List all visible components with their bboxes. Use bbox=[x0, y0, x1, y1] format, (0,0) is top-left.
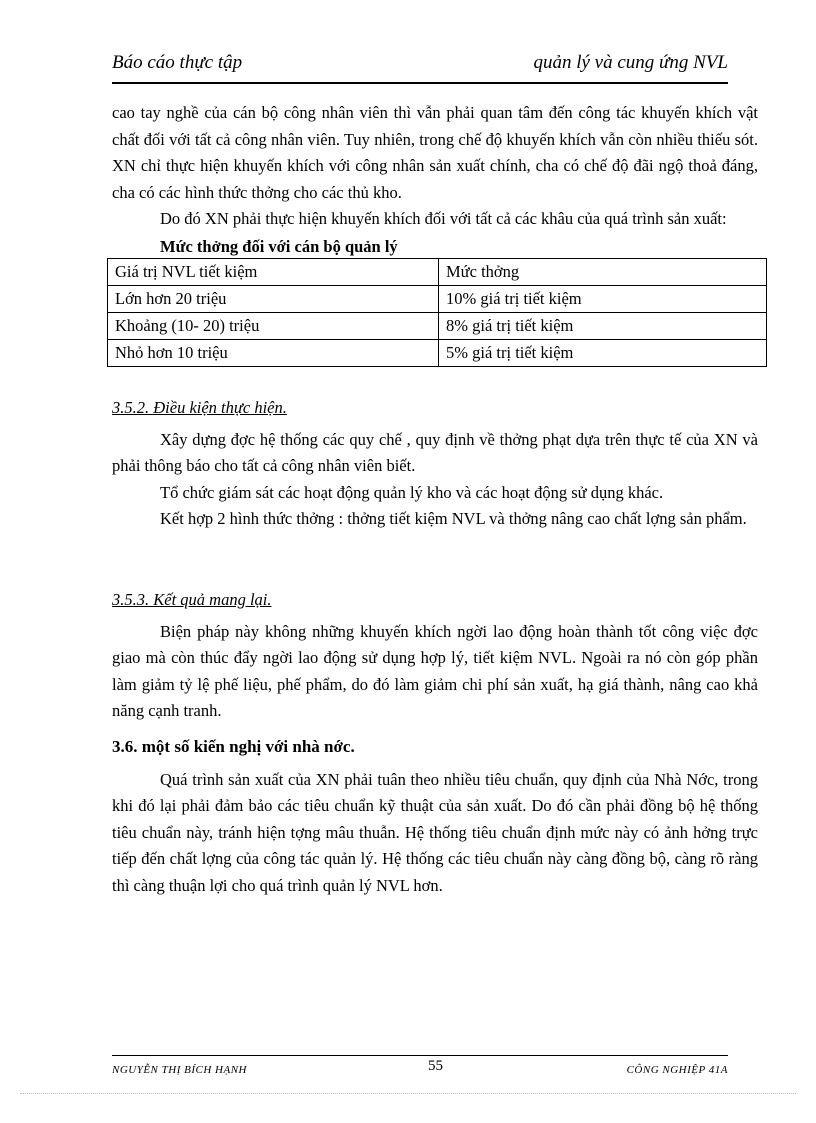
document-body bbox=[112, 100, 758, 899]
reward-table bbox=[107, 258, 767, 367]
table-cell: 8% giá trị tiết kiệm bbox=[439, 312, 767, 339]
page-header bbox=[112, 48, 728, 84]
intro-paragraph: cao tay nghề của cán bộ công nhân viên thì vẫn phải quan tâm đến công tác khuyến khích vật chất đối với tất cả công nhân viên. Tuy nhiên, trong chế độ khuyến khích vẫn còn nhiều thiếu sót. XN chỉ thực hiện khuyến khích với công nhân sản xuất chính, cha có chế độ đãi ngộ thoả đáng, cha có các hình thức thởng cho các thủ kho. bbox=[112, 103, 758, 202]
table-cell: 5% giá trị tiết kiệm bbox=[439, 339, 767, 366]
table-title: Mức thởng đối với cán bộ quản lý bbox=[160, 236, 398, 256]
table-header-row bbox=[108, 258, 767, 285]
section-heading-3-5-3: 3.5.3. Kết quả mang lại. bbox=[112, 589, 272, 609]
table-row bbox=[108, 285, 767, 312]
footer-author: NGUYỄN THỊ BÍCH HẠNH bbox=[112, 1064, 247, 1076]
header-right-title: quản lý và cung ứng NVL bbox=[533, 52, 728, 73]
intro-paragraph-2: Do đó XN phải thực hiện khuyến khích đối với tất cả các khâu của quá trình sản xuất: bbox=[160, 209, 727, 228]
section-heading-3-6: 3.6. một số kiến nghị với nhà nớc. bbox=[112, 736, 355, 756]
header-left-title: Báo cáo thực tập bbox=[112, 52, 243, 73]
table-row bbox=[108, 339, 767, 366]
footer-class: CÔNG NGHIỆP 41A bbox=[626, 1064, 728, 1076]
table-cell: Lớn hơn 20 triệu bbox=[108, 285, 439, 312]
section-paragraph: Tổ chức giám sát các hoạt động quản lý kho và các hoạt động sử dụng khác. bbox=[160, 482, 664, 502]
section-paragraph: Quá trình sản xuất của XN phải tuân theo nhiều tiêu chuẩn, quy định của Nhà Nớc, trong khi đó lại phải đảm bảo các tiêu chuẩn kỹ thuật của sản xuất. Do đó cần phải đồng bộ hệ thống tiêu chuẩn này, tránh hiện tợng mâu thuẫn. Hệ thống tiêu chuẩn định mức này có ảnh hởng trực tiếp đến chất lợng của công tác quản lý. Hệ thống các tiêu chuẩn này càng đồng bộ, càng rõ ràng thì càng thuận lợi cho quá trình quản lý NVL hơn. bbox=[112, 769, 758, 895]
table-cell: 10% giá trị tiết kiệm bbox=[439, 285, 767, 312]
section-paragraph: Biện pháp này không những khuyến khích ngời lao động hoàn thành tốt công việc đợc giao mà còn thúc đẩy ngời lao động sử dụng hợp lý, tiết kiệm NVL. Ngoài ra nó còn góp phần làm giảm tỷ lệ phế liệu, phế phẩm, do đó làm giảm chi phí sản xuất, hạ giá thành, nâng cao khả năng cạnh tranh. bbox=[112, 621, 758, 720]
section-heading-3-5-2: 3.5.2. Điều kiện thực hiện. bbox=[112, 397, 287, 417]
page-bottom-divider bbox=[20, 1093, 796, 1094]
page-footer bbox=[112, 1055, 728, 1080]
table-header-cell: Mức thởng bbox=[439, 258, 767, 285]
table-cell: Nhỏ hơn 10 triệu bbox=[108, 339, 439, 366]
section-paragraph: Xây dựng đợc hệ thống các quy chế , quy định về thởng phạt dựa trên thực tế của XN và phải thông báo cho tất cả công nhân viên biết. bbox=[112, 429, 758, 475]
table-row bbox=[108, 312, 767, 339]
table-cell: Khoảng (10- 20) triệu bbox=[108, 312, 439, 339]
table-header-cell: Giá trị NVL tiết kiệm bbox=[108, 258, 439, 285]
section-paragraph: Kết hợp 2 hình thức thởng : thởng tiết kiệm NVL và thởng nâng cao chất lợng sản phẩm. bbox=[160, 509, 747, 528]
page-number: 55 bbox=[428, 1058, 443, 1074]
